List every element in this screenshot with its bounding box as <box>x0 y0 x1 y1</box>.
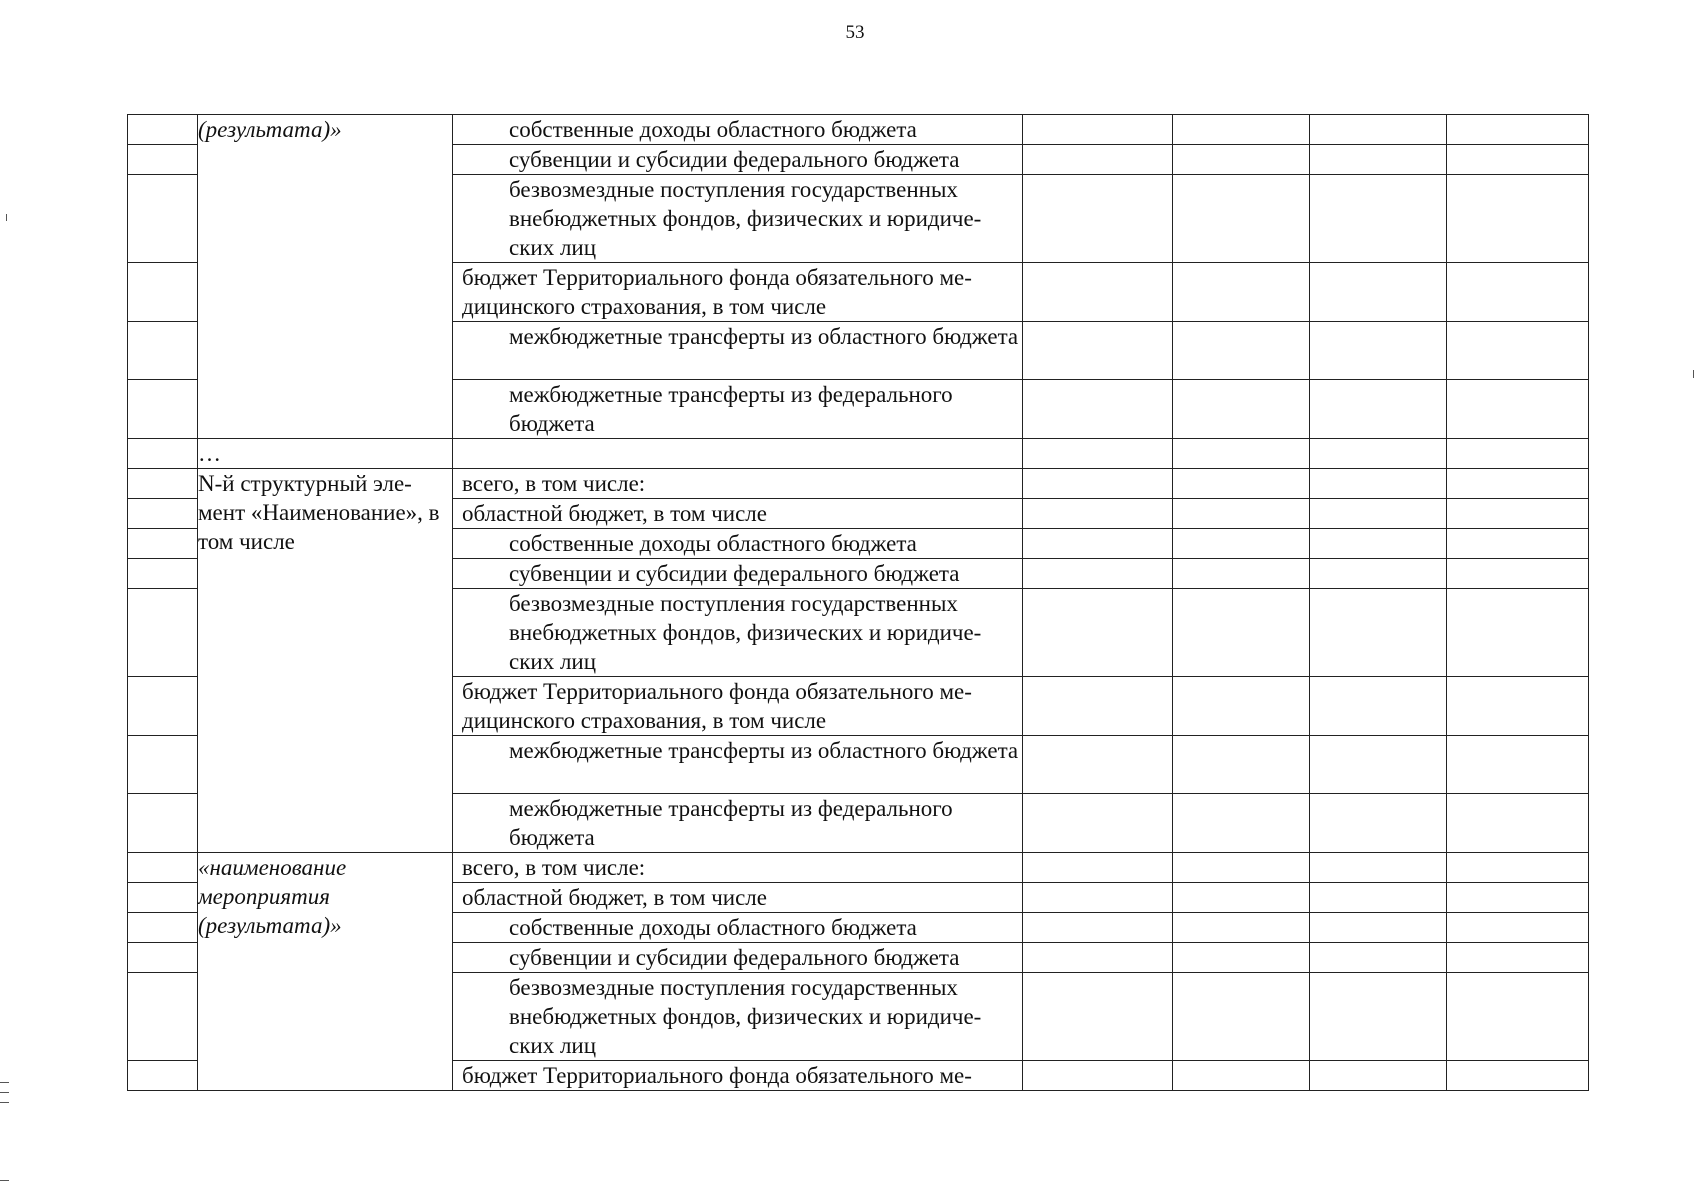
amount-cell <box>1173 175 1310 263</box>
budget-table <box>127 114 1589 1091</box>
number-cell <box>128 115 198 145</box>
amount-cell <box>1310 913 1447 943</box>
number-cell <box>128 794 198 853</box>
scan-mark <box>1693 370 1694 378</box>
amount-cell <box>1173 883 1310 913</box>
amount-cell <box>1310 559 1447 589</box>
table-row <box>128 469 1589 499</box>
funding-source-cell: областной бюджет, в том числе <box>453 499 1023 529</box>
amount-cell <box>1447 794 1589 853</box>
amount-cell <box>1310 736 1447 794</box>
funding-source-cell: собственные доходы областного бюджета <box>453 529 1023 559</box>
amount-cell <box>1173 1061 1310 1091</box>
amount-cell <box>1023 943 1173 973</box>
amount-cell <box>1447 883 1589 913</box>
amount-cell <box>1310 973 1447 1061</box>
amount-cell <box>1023 115 1173 145</box>
amount-cell <box>1447 559 1589 589</box>
amount-cell <box>1023 736 1173 794</box>
funding-source-cell: субвенции и субсидии федерального бюджета <box>453 943 1023 973</box>
amount-cell <box>1310 499 1447 529</box>
amount-cell <box>1023 913 1173 943</box>
amount-cell <box>1023 589 1173 677</box>
number-cell <box>128 263 198 322</box>
amount-cell <box>1310 1061 1447 1091</box>
amount-cell <box>1173 529 1310 559</box>
number-cell <box>128 529 198 559</box>
amount-cell <box>1023 973 1173 1061</box>
amount-cell <box>1310 589 1447 677</box>
element-name-cell: «наименование мероприятия (результата)» <box>198 853 453 1091</box>
amount-cell <box>1310 943 1447 973</box>
number-cell <box>128 913 198 943</box>
amount-cell <box>1447 943 1589 973</box>
element-name-cell: N-й структурный эле-мент «Наименование», в том числе <box>198 469 453 853</box>
funding-source-cell: безвозмездные поступления государственных внебюджетных фондов, физических и юридиче-ских лиц <box>453 175 1023 263</box>
amount-cell <box>1447 175 1589 263</box>
amount-cell <box>1023 175 1173 263</box>
amount-cell <box>1447 529 1589 559</box>
number-cell <box>128 380 198 439</box>
amount-cell <box>1447 380 1589 439</box>
funding-source-cell: бюджет Территориального фонда обязательного ме-дицинского страхования, в том числе <box>453 263 1023 322</box>
table-row <box>128 853 1589 883</box>
funding-source-cell: межбюджетные трансферты из федерального бюджета <box>453 380 1023 439</box>
amount-cell <box>1447 322 1589 380</box>
amount-cell <box>1447 263 1589 322</box>
amount-cell <box>1173 736 1310 794</box>
amount-cell <box>1310 883 1447 913</box>
number-cell <box>128 589 198 677</box>
amount-cell <box>1447 439 1589 469</box>
amount-cell <box>1173 439 1310 469</box>
funding-source-cell: всего, в том числе: <box>453 469 1023 499</box>
amount-cell <box>1310 175 1447 263</box>
funding-source-cell: субвенции и субсидии федерального бюджета <box>453 145 1023 175</box>
number-cell <box>128 943 198 973</box>
funding-source-cell: бюджет Территориального фонда обязательного ме-дицинского страхования, в том числе <box>453 677 1023 736</box>
amount-cell <box>1447 115 1589 145</box>
funding-source-cell: всего, в том числе: <box>453 853 1023 883</box>
number-cell <box>128 677 198 736</box>
funding-source-cell: межбюджетные трансферты из областного бюджета <box>453 736 1023 794</box>
scan-mark <box>6 214 7 221</box>
number-cell <box>128 559 198 589</box>
amount-cell <box>1310 439 1447 469</box>
scan-mark <box>0 1082 9 1083</box>
amount-cell <box>1447 913 1589 943</box>
number-cell <box>128 499 198 529</box>
amount-cell <box>1447 973 1589 1061</box>
amount-cell <box>1023 529 1173 559</box>
amount-cell <box>1173 794 1310 853</box>
amount-cell <box>1173 380 1310 439</box>
amount-cell <box>1310 380 1447 439</box>
funding-source-cell <box>453 439 1023 469</box>
amount-cell <box>1310 322 1447 380</box>
scan-mark <box>0 1092 9 1093</box>
amount-cell <box>1023 322 1173 380</box>
table-row <box>128 115 1589 145</box>
scan-mark <box>0 1180 9 1181</box>
amount-cell <box>1447 736 1589 794</box>
amount-cell <box>1023 469 1173 499</box>
funding-source-cell: субвенции и субсидии федерального бюджета <box>453 559 1023 589</box>
amount-cell <box>1023 380 1173 439</box>
amount-cell <box>1173 559 1310 589</box>
scan-mark <box>0 1102 9 1103</box>
number-cell <box>128 439 198 469</box>
amount-cell <box>1310 469 1447 499</box>
amount-cell <box>1023 1061 1173 1091</box>
amount-cell <box>1023 794 1173 853</box>
amount-cell <box>1173 115 1310 145</box>
amount-cell <box>1310 115 1447 145</box>
amount-cell <box>1023 883 1173 913</box>
amount-cell <box>1447 469 1589 499</box>
funding-source-cell: межбюджетные трансферты из областного бюджета <box>453 322 1023 380</box>
funding-source-cell: собственные доходы областного бюджета <box>453 115 1023 145</box>
number-cell <box>128 1061 198 1091</box>
amount-cell <box>1310 677 1447 736</box>
amount-cell <box>1447 1061 1589 1091</box>
number-cell <box>128 973 198 1061</box>
amount-cell <box>1447 589 1589 677</box>
amount-cell <box>1447 145 1589 175</box>
amount-cell <box>1023 853 1173 883</box>
page-number: 53 <box>845 22 865 43</box>
amount-cell <box>1173 677 1310 736</box>
amount-cell <box>1173 469 1310 499</box>
number-cell <box>128 736 198 794</box>
amount-cell <box>1447 499 1589 529</box>
amount-cell <box>1310 853 1447 883</box>
element-name-cell: … <box>198 439 453 469</box>
amount-cell <box>1173 145 1310 175</box>
amount-cell <box>1447 677 1589 736</box>
amount-cell <box>1173 499 1310 529</box>
number-cell <box>128 853 198 883</box>
amount-cell <box>1173 943 1310 973</box>
amount-cell <box>1023 145 1173 175</box>
number-cell <box>128 469 198 499</box>
amount-cell <box>1023 499 1173 529</box>
amount-cell <box>1173 589 1310 677</box>
amount-cell <box>1173 913 1310 943</box>
funding-source-cell: межбюджетные трансферты из федерального бюджета <box>453 794 1023 853</box>
amount-cell <box>1023 677 1173 736</box>
amount-cell <box>1173 322 1310 380</box>
amount-cell <box>1173 973 1310 1061</box>
amount-cell <box>1310 145 1447 175</box>
table-row <box>128 439 1589 469</box>
funding-source-cell: собственные доходы областного бюджета <box>453 913 1023 943</box>
number-cell <box>128 145 198 175</box>
element-name-cell: (результата)» <box>198 115 453 439</box>
amount-cell <box>1023 263 1173 322</box>
funding-source-cell: безвозмездные поступления государственных внебюджетных фондов, физических и юридиче-ских лиц <box>453 589 1023 677</box>
amount-cell <box>1310 794 1447 853</box>
funding-source-cell: бюджет Территориального фонда обязательного ме- <box>453 1061 1023 1091</box>
number-cell <box>128 322 198 380</box>
amount-cell <box>1173 853 1310 883</box>
number-cell <box>128 175 198 263</box>
funding-source-cell: безвозмездные поступления государственных внебюджетных фондов, физических и юридиче-ских лиц <box>453 973 1023 1061</box>
amount-cell <box>1310 529 1447 559</box>
number-cell <box>128 883 198 913</box>
amount-cell <box>1447 853 1589 883</box>
amount-cell <box>1173 263 1310 322</box>
funding-source-cell: областной бюджет, в том числе <box>453 883 1023 913</box>
amount-cell <box>1023 559 1173 589</box>
amount-cell <box>1023 439 1173 469</box>
amount-cell <box>1310 263 1447 322</box>
